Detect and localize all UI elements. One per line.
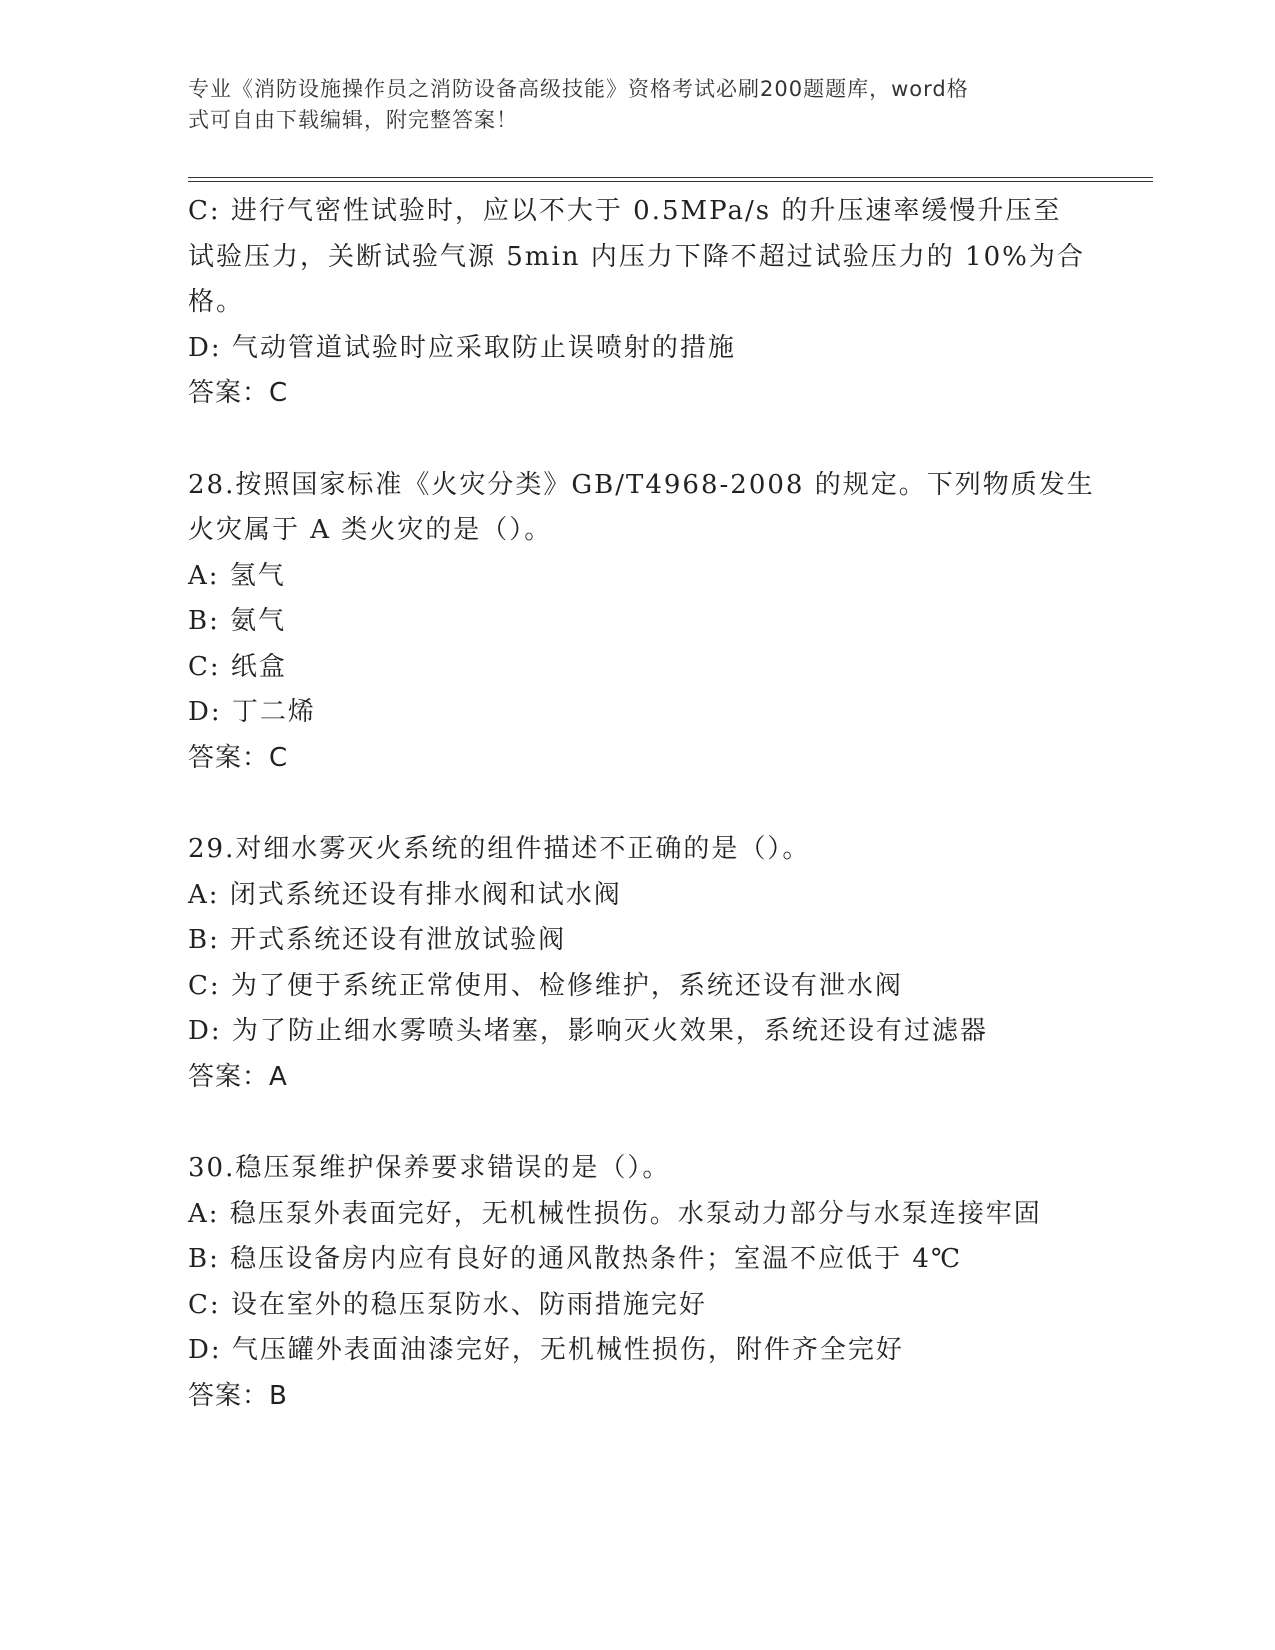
spacer [188,1100,1088,1146]
document-header [188,74,1068,136]
question-28 [188,463,1095,782]
option-d: D: 丁二烯 [188,697,316,727]
answer: 答案：B [188,1380,288,1411]
question-stem-line-1: 28.按照国家标准《火灾分类》GB/T4968-2008 的规定。下列物质发生 [188,469,1095,500]
answer: 答案：A [188,1061,288,1092]
question-stem: 29.对细水雾灭火系统的组件描述不正确的是（）。 [188,834,811,864]
question-stem-line-2: 火灾属于 A 类火灾的是（）。 [188,515,553,545]
spacer [188,781,1088,827]
header-line-2: 式可自由下载编辑，附完整答案！ [188,108,518,132]
option-d: D: 气动管道试验时应采取防止误喷射的措施 [188,332,736,363]
header-divider-top [188,177,1153,178]
option-b: B: 稳压设备房内应有良好的通风散热条件；室温不应低于 4℃ [188,1244,963,1274]
option-b: B: 开式系统还设有泄放试验阀 [188,925,567,955]
answer: 答案：C [188,378,289,408]
option-a: A: 氢气 [188,560,286,591]
option-d: D: 气压罐外表面油漆完好，无机械性损伤，附件齐全完好 [188,1335,904,1365]
option-c: C: 为了便于系统正常使用、检修维护，系统还设有泄水阀 [188,970,903,1001]
spacer [188,417,1088,463]
option-c: C: 纸盒 [188,651,287,682]
answer: 答案：C [188,742,289,773]
header-line-1: 专业《消防设施操作员之消防设备高级技能》资格考试必刷200题题库，word格 [188,77,969,101]
option-d: D: 为了防止细水雾喷头堵塞，影响灭火效果，系统还设有过滤器 [188,1016,988,1046]
question-content [188,189,1095,1419]
question-29 [188,827,1088,1100]
option-c-line-1: C: 进行气密性试验时，应以不大于 0.5MPa/s 的升压速率缓慢升压至 [188,196,1062,226]
question-stem: 30.稳压泵维护保养要求错误的是（）。 [188,1153,671,1183]
option-b: B: 氨气 [188,606,287,636]
option-a: A: 稳压泵外表面完好，无机械性损伤。水泵动力部分与水泵连接牢固 [188,1198,1042,1229]
question-30 [188,1146,1088,1419]
prev-question [188,189,1088,417]
option-c: C: 设在室外的稳压泵防水、防雨措施完好 [188,1289,707,1320]
header-divider-bottom [188,181,1153,182]
option-c-line-2: 试验压力，关断试验气源 5min 内压力下降不超过试验压力的 10%为合 [188,241,1085,272]
option-a: A: 闭式系统还设有排水阀和试水阀 [188,879,622,910]
option-c-line-3: 格。 [188,287,245,317]
